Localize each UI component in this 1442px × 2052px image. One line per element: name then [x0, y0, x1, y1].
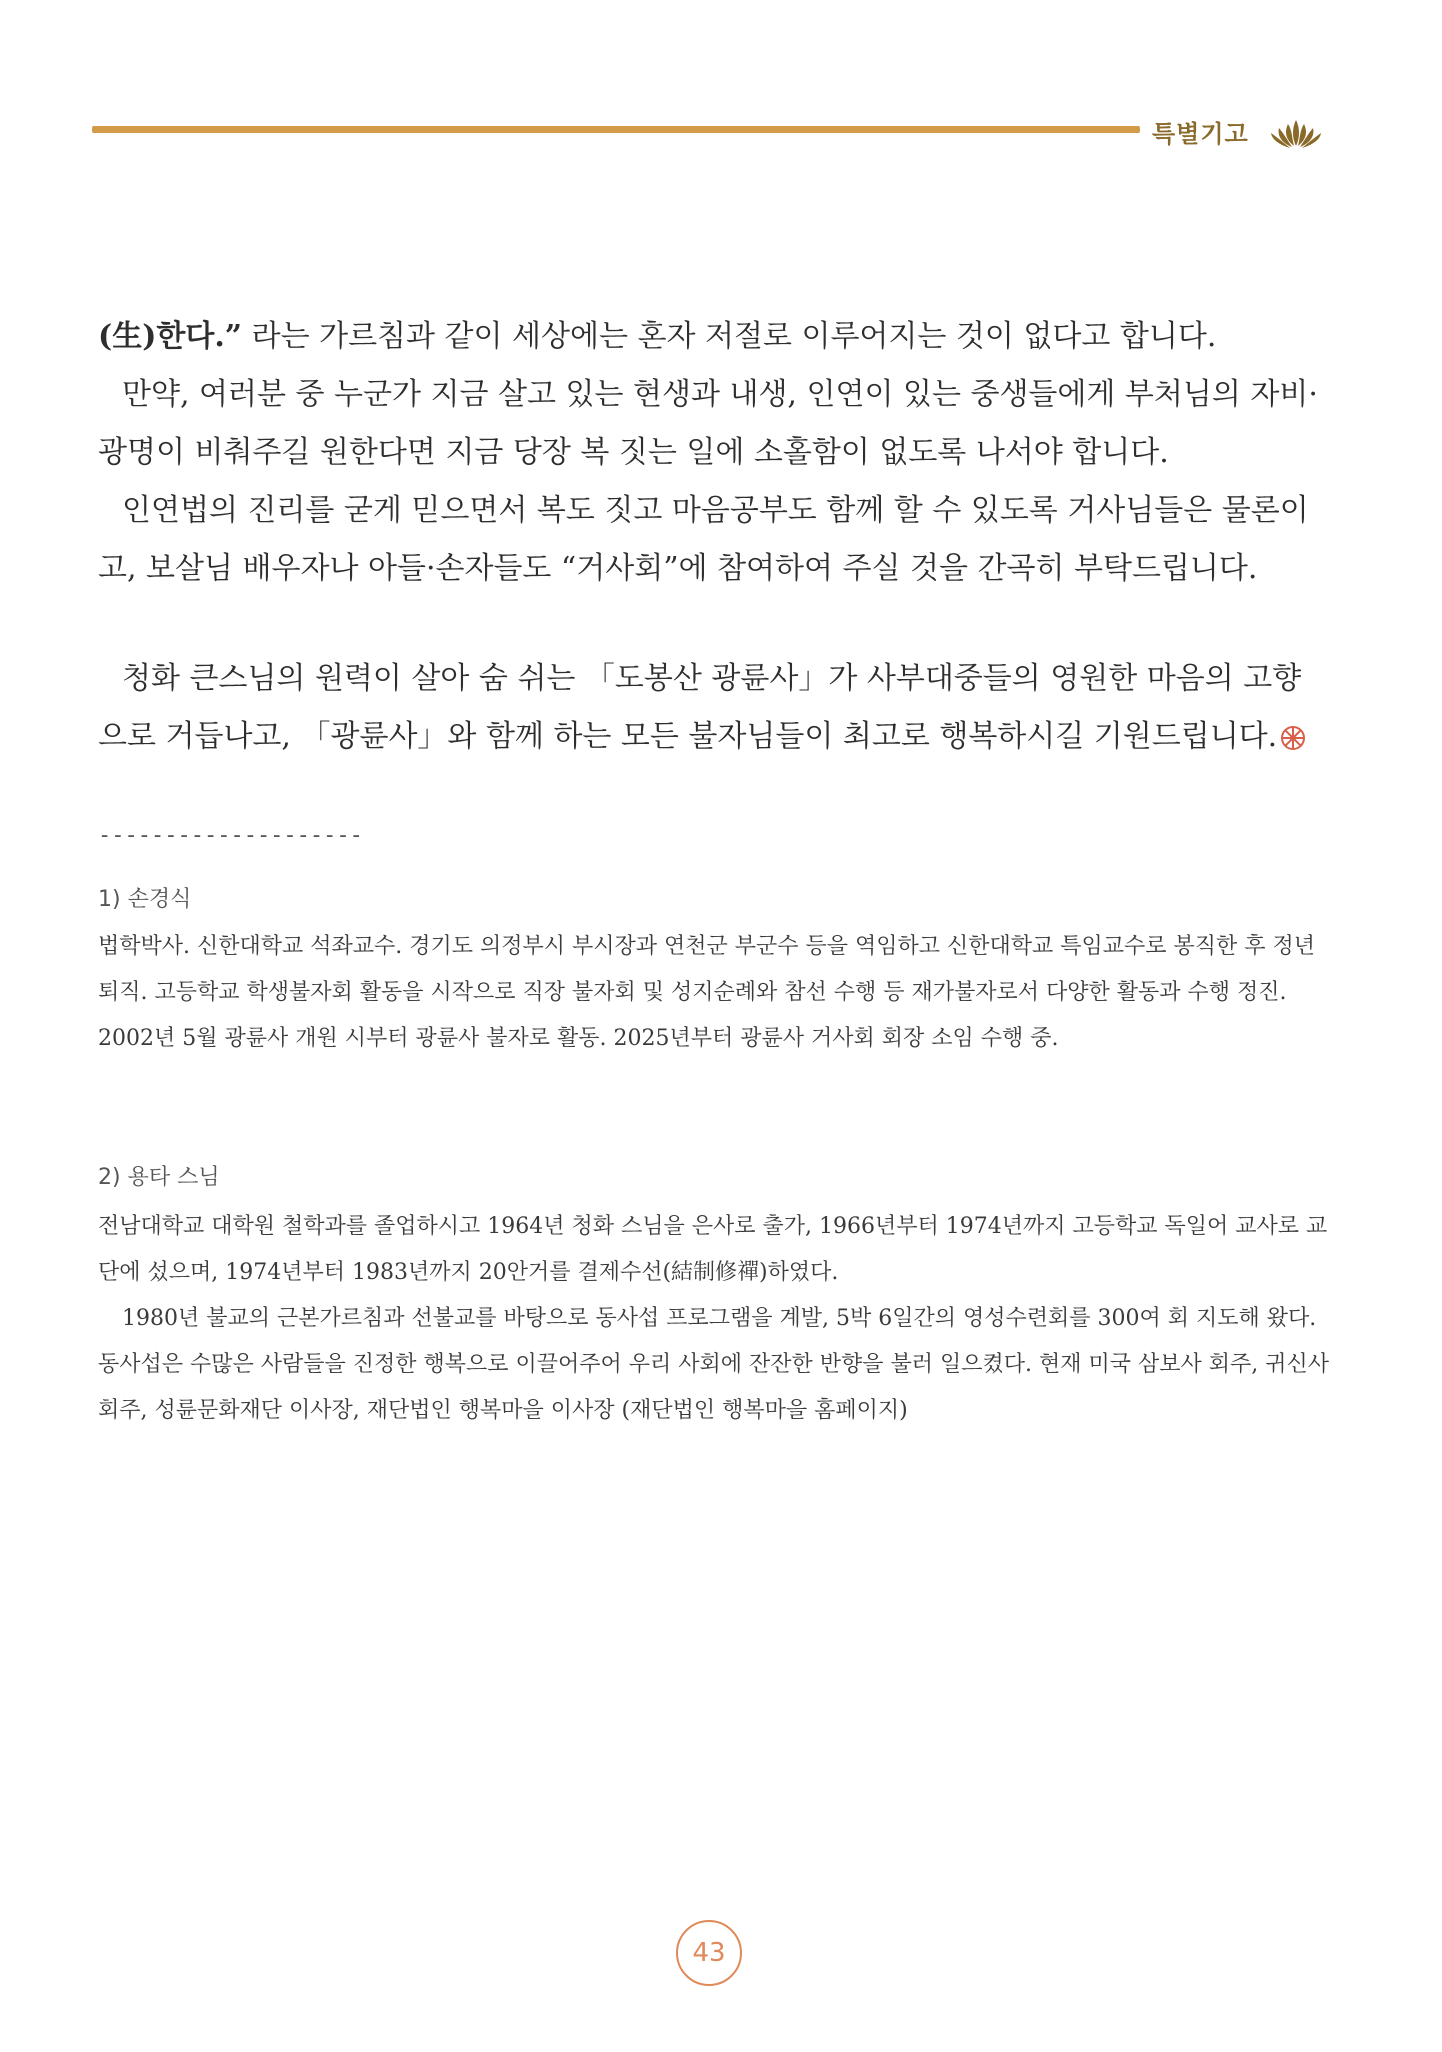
footnote-divider: -------------------- [98, 823, 363, 848]
paragraph-4-text: 청화 큰스님의 원력이 살아 숨 쉬는 「도봉산 광륜사」가 사부대중들의 영원한 마음의 고향으로 거듭나고, 「광륜사」와 함께 하는 모든 불자님들이 최고로 행복하시길 기원드립니다. [98, 661, 1302, 754]
footnote-1-label: 1) 손경식 [98, 887, 192, 912]
section-title: 특별기고 [1152, 120, 1249, 148]
footnote-1-paragraph-1: 법학박사. 신한대학교 석좌교수. 경기도 의정부시 부시장과 연천군 부군수 등을 역임하고 신한대학교 특임교수로 봉직한 후 정년퇴직. 고등학교 학생불자회 활동을 시작으로 직장 불자회 및 성지순례와 참선 수행 등 재가불자로서 다양한 활동과 수행 정진. 2002년 5월 광륜사 개원 시부터 광륜사 불자로 활동. 2025년부터 광륜사 거사회 회장 소임 수행 중. [98, 934, 1315, 1051]
paragraph-1-lead: (生)한다.” [98, 319, 243, 354]
body-text-block-1 [98, 308, 1330, 598]
paragraph-1-rest: 라는 가르침과 같이 세상에는 혼자 저절로 이루어지는 것이 없다고 합니다. [242, 319, 1217, 354]
footnote-2-paragraph-2: 1980년 불교의 근본가르침과 선불교를 바탕으로 동사섭 프로그램을 계발, 5박 6일간의 영성수련회를 300여 회 지도해 왔다. 동사섭은 수많은 사람들을 진정한 행복으로 이끌어주어 우리 사회에 잔잔한 반향을 불러 일으켰다. 현재 미국 삼보사 회주, 귀신사 회주, 성륜문화재단 이사장, 재단법인 행복마을 이사장 (재단법인 행복마을 홈페이지) [98, 1306, 1329, 1423]
paragraph-1 [98, 308, 1330, 366]
page-number: 43 [676, 1920, 742, 1986]
paragraph-3: 인연법의 진리를 굳게 믿으면서 복도 짓고 마음공부도 함께 할 수 있도록 거사님들은 물론이고, 보살님 배우자나 아들·손자들도 “거사회”에 참여하여 주실 것을 간곡히 부탁드립니다. [98, 493, 1309, 586]
body-text-block-2 [98, 650, 1330, 766]
footnote-2-text [98, 1204, 1330, 1434]
footnote-1-text [98, 924, 1330, 1062]
dharma-wheel-icon [1279, 724, 1307, 752]
header-rule [92, 126, 1140, 133]
footnote-2-label: 2) 용타 스님 [98, 1165, 220, 1190]
paragraph-4 [98, 650, 1330, 766]
footnote-2-paragraph-1: 전남대학교 대학원 철학과를 졸업하시고 1964년 청화 스님을 은사로 출가, 1966년부터 1974년까지 고등학교 독일어 교사로 교단에 섰으며, 1974년부터 1983년까지 20안거를 결제수선(結制修禪)하였다. [98, 1214, 1328, 1285]
paragraph-2: 만약, 여러분 중 누군가 지금 살고 있는 현생과 내생, 인연이 있는 중생들에게 부처님의 자비·광명이 비춰주길 원한다면 지금 당장 복 짓는 일에 소홀함이 없도록 나서야 합니다. [98, 377, 1318, 470]
lotus-icon [1268, 116, 1324, 150]
